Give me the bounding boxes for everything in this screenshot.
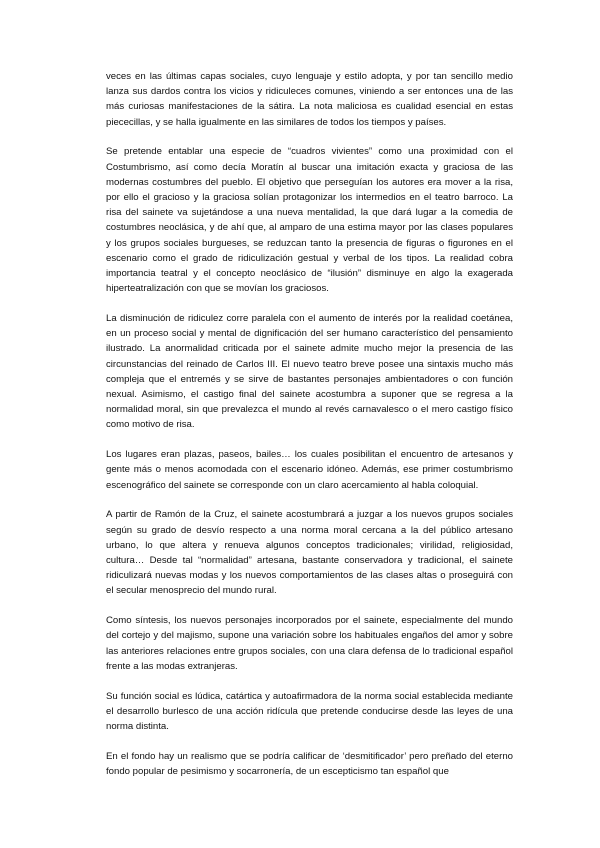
paragraph-6: Como síntesis, los nuevos personajes incorporados por el sainete, especialmente del mundo del cortejo y del majismo, supone una variación sobre los habituales engaños del amor y sobre las anteriores relaciones entre grupos sociales, con una clara defensa de lo tradicional español frente a las modas extranjeras. [106,615,513,672]
paragraph-3: La disminución de ridiculez corre paralela con el aumento de interés por la realidad coetánea, en un proceso social y mental de dignificación del ser humano característico del pensamiento ilustrado. La anormalidad criticada por el sainete admite mucho mejor la presencia de las circunstancias del reinado de Carlos III. El nuevo teatro breve posee una sintaxis mucho más compleja que el entremés y se sirve de bastantes personajes ambientadores o con función nexual. Asimismo, el castigo final del sainete acostumbra a suponer que se regresa a la normalidad moral, sin que prevalezca el mundo al revés carnavalesco o el mero castigo físico como motivo de risa. [106,313,513,431]
paragraph-8: En el fondo hay un realismo que se podría calificar de ‘desmitificador’ pero preñado del eterno fondo popular de pesimismo y socarronería, de un escepticismo tan español que [106,750,513,778]
paragraph-2: Se pretende entablar una especie de “cuadros vivientes” como una proximidad con el Costumbrismo, así como decía Moratín al buscar una imitación exacta y graciosa de las modernas costumbres del pueblo. El objetivo que perseguían los autores era mover a la risa, por ello el gracioso y la graciosa solían protagonizar los intermedios en el teatro barroco. La risa del sainete va sujetándose a una nueva mentalidad, la que dará lugar a la comedia de costumbres neoclásica, y de ahí que, al amparo de una estima mayor por las clases populares y los grupos sociales burgueses, se reduzcan tanto la presencia de figuras o figurones en el escenario como el grado de ridiculización gestual y verbal de los tipos. La realidad cobra importancia teatral y el concepto neoclásico de “ilusión” disminuye en algo la exagerada hiperteatralización con que se movían los graciosos. [106,146,513,295]
paragraph-7: Su función social es lúdica, catártica y autoafirmadora de la norma social establecida mediante el desarrollo burlesco de una acción ridícula que pretende conducirse desde las leyes de una norma distinta. [106,690,513,733]
paragraph-5: A partir de Ramón de la Cruz, el sainete acostumbrará a juzgar a los nuevos grupos sociales según su grado de desvío respecto a una norma moral cercana a la del público artesano urbano, lo que altera y renueva algunos conceptos tradicionales; virilidad, religiosidad, cultura… Desde tal “normalidad” artesana, bastante conservadora y tradicional, el sainete ridiculizará nuevas modas y los nuevos comportamientos de las clases altas o proseguirá con el secular menosprecio del mundo rural. [106,509,513,597]
body-text [106,69,513,794]
paragraph-1: veces en las últimas capas sociales, cuyo lenguaje y estilo adopta, y por tan sencillo medio lanza sus dardos contra los vicios y ridiculeces comunes, viniendo a ser entonces una de las más curiosas manifestaciones de la sátira. La nota maliciosa es cualidad esencial en estas piececillas, y se halla igualmente en las similares de todos los tiempos y países. [106,71,513,128]
paragraph-4: Los lugares eran plazas, paseos, bailes… los cuales posibilitan el encuentro de artesanos y gente más o menos acomodada con el escenario idóneo. Además, ese primer costumbrismo escenográfico del sainete se corresponde con un claro acercamiento al habla coloquial. [106,449,513,491]
